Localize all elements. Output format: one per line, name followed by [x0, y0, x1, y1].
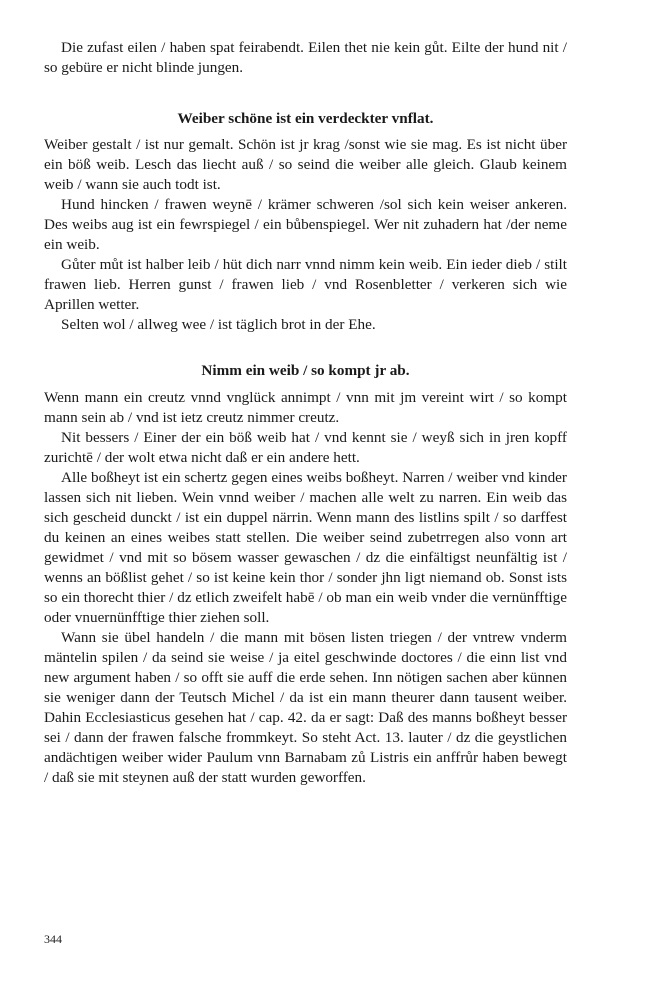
section-heading-2: Nimm ein weib / so kompt jr ab. — [201, 362, 410, 379]
paragraph: Hund hincken / frawen weynē / krämer schweren /sol sich kein weiser ankeren. Des weibs aug ist ein fewrspiegel / ein bůbenspiegel. Wer nit zuhadern hat /der neme ein weib. — [44, 196, 567, 253]
page-number: 344 — [44, 932, 62, 946]
paragraph: Alle boßheyt ist ein schertz gegen eines weibs boßheyt. Narren / weiber vnd kinder lassen sich nit lieben. Wein vnnd weiber / machen alle welt zu narren. Ein weib das sich gescheid dunckt / ist ein duppel närrin. Wenn mann des listlins spilt / so darffest du keinen an eines weibes statt stellen. Die weiber seind zubetrregen also vonn art gewidmet / vnd mit so bösem wasser gewaschen / dz die einfältigst neunfältig ist / wenns an bößlist gehet / so ist keine kein thor / sonder jhn ligt niemand ob. Sonst ists so ein thorecht thier / dz etlich zweifelt habē / ob man ein weib vnder die vernünfftige oder vnuernünfftige thier ziehen soll. — [44, 469, 567, 626]
paragraph: Weiber gestalt / ist nur gemalt. Schön ist jr krag /sonst wie sie mag. Es ist nicht über ein böß weib. Lesch das liecht auß / so seind die weiber alle gleich. Glaub keinem weib / wann sie auch todt ist. — [44, 136, 567, 193]
paragraph: Wann sie übel handeln / die mann mit bösen listen triegen / der vntrew vnderm mäntelin spilen / da seind sie weise / ja eitel geschwinde doctores / die einn list vnd new argument haben / so offt sie auff die erde sehen. Inn nötigen sachen aber künnen sie weniger dann der Teutsch Michel / da ist ein mann theurer dann tausent weiber. Dahin Ecclesiasticus gesehen hat / cap. 42. da er sagt: Daß des manns boßheyt besser sei / dann der frawen falsche frommkeyt. So steht Act. 13. lauter / dz die geystlichen andächtigen weiber wider Paulum vnn Barnabam zů Listris ein anffrůr haben bewegt / daß sie mit steynen auß der statt wurden geworffen. — [44, 629, 567, 786]
section-heading-1: Weiber schöne ist ein verdeckter vnflat. — [177, 110, 434, 127]
intro-paragraph: Die zufast eilen / haben spat feirabendt. Eilen thet nie kein gůt. Eilte der hund nit / so gebüre er nicht blinde jungen. — [44, 39, 567, 76]
paragraph: Selten wol / allweg wee / ist täglich brot in der Ehe. — [61, 316, 376, 333]
paragraph: Gůter můt ist halber leib / hüt dich narr vnnd nimm kein weib. Ein ieder dieb / stilt frawen lieb. Herren gunst / frawen lieb / vnd Rosenbletter / verkeren sich wie Aprillen wetter. — [44, 256, 567, 313]
paragraph: Wenn mann ein creutz vnnd vnglück annimpt / vnn mit jm vereint wirt / so kompt mann sein ab / vnd ist ietz creutz nimmer creutz. — [44, 389, 567, 426]
paragraph: Nit bessers / Einer der ein böß weib hat / vnd kennt sie / weyß sich in jren kopff zurichtē / der wolt etwa nicht daß er ein andere hett. — [44, 429, 567, 466]
page-body — [44, 38, 567, 788]
